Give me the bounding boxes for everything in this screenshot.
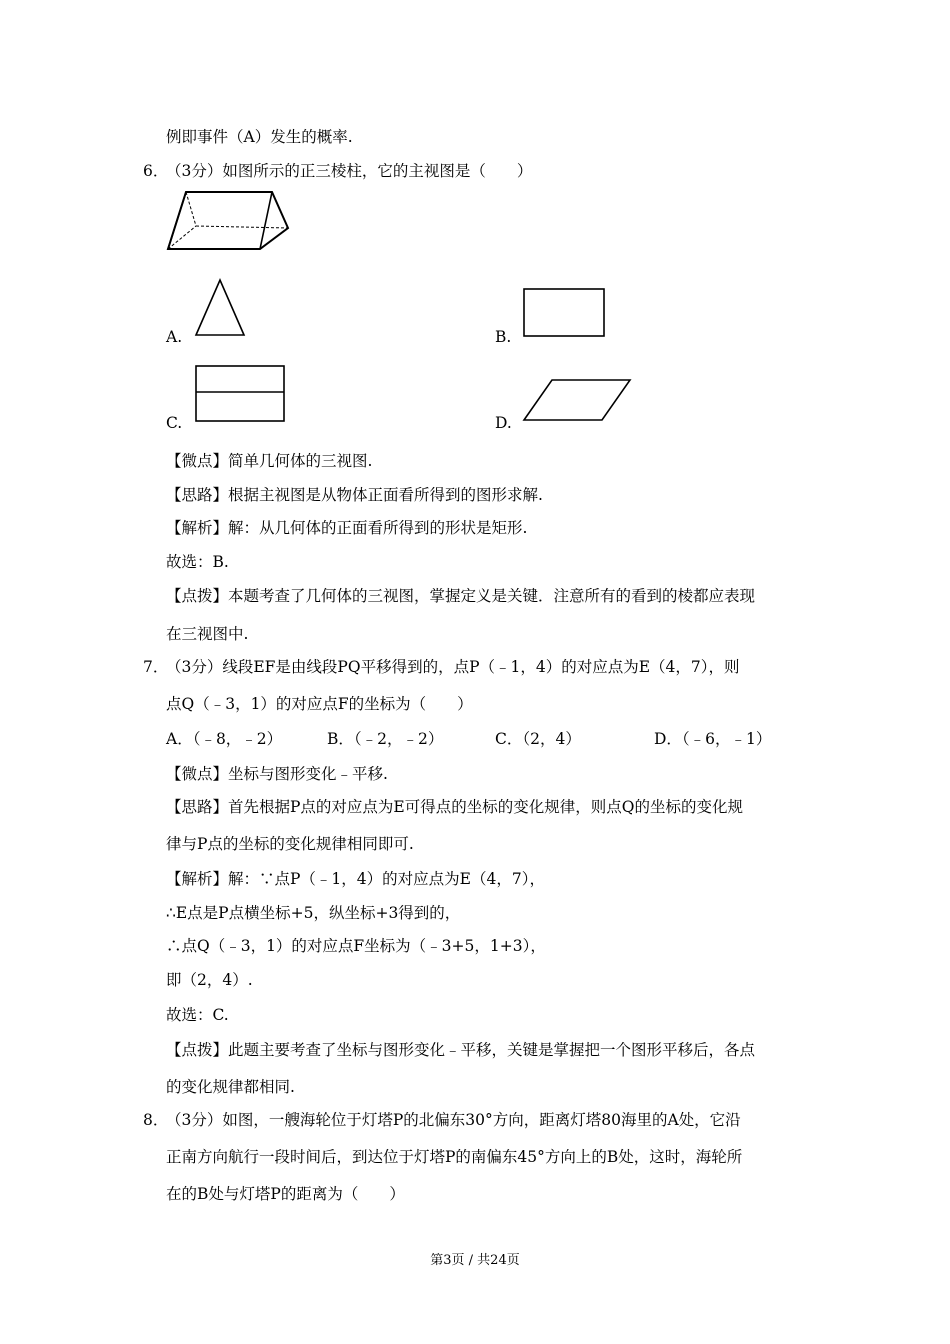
q7-answer: 故选：C. — [166, 1006, 229, 1024]
question-number-6: 6． — [143, 162, 169, 180]
triangular-prism-figure — [160, 186, 295, 256]
q6-dianbo-line2: 在三视图中. — [166, 625, 249, 643]
q6-dianbo-line1: 【点拨】本题考查了几何体的三视图，掌握定义是关键．注意所有的看到的棱都应表现 — [166, 587, 756, 605]
page-footer: 第3页 / 共24页 — [430, 1253, 520, 1268]
q7-option-c: C．（2，4） — [495, 730, 581, 748]
q7-option-a: A．（﹣8，﹣2） — [166, 730, 283, 748]
question-8-stem-line3: 在的B处与灯塔P的距离为（ ） — [166, 1185, 405, 1203]
option-b-rectangle-figure — [520, 286, 608, 340]
option-a-label: A. — [166, 328, 183, 346]
q7-option-b: B．（﹣2，﹣2） — [327, 730, 444, 748]
q6-answer: 故选：B. — [166, 553, 229, 571]
question-7-stem-line1: （3分）线段EF是由线段PQ平移得到的，点P（﹣1，4）的对应点为E（4，7），则 — [166, 658, 740, 676]
question-6-stem: （3分）如图所示的正三棱柱，它的主视图是（ ） — [166, 162, 533, 180]
q7-jiexi-line4: 即（2，4）. — [166, 971, 253, 989]
option-b-label: B. — [495, 328, 512, 346]
previous-answer-tail: 例即事件（A）发生的概率. — [166, 128, 353, 146]
q7-option-d: D．（﹣6，﹣1） — [654, 730, 772, 748]
q7-jiexi-line2: ∴E点是P点横坐标+5，纵坐标+3得到的， — [166, 904, 461, 922]
q7-jiexi-line3: ∴点Q（﹣3，1）的对应点F坐标为（﹣3+5，1+3）， — [166, 937, 546, 955]
option-c-label: C. — [166, 414, 183, 432]
question-8-stem-line2: 正南方向航行一段时间后，到达位于灯塔P的南偏东45°方向上的B处，这时，海轮所 — [166, 1148, 743, 1166]
question-number-8: 8． — [143, 1111, 169, 1129]
q7-silu-line1: 【思路】首先根据P点的对应点为E可得点的坐标的变化规律，则点Q的坐标的变化规 — [166, 798, 743, 816]
option-c-split-rectangle-figure — [192, 363, 288, 425]
option-a-triangle-figure — [192, 276, 248, 338]
question-number-7: 7． — [143, 658, 169, 676]
q6-weidian: 【微点】简单几何体的三视图. — [166, 452, 373, 470]
option-d-label: D. — [495, 414, 512, 432]
q6-silu: 【思路】根据主视图是从物体正面看所得到的图形求解. — [166, 486, 543, 504]
question-8-stem-line1: （3分）如图，一艘海轮位于灯塔P的北偏东30°方向，距离灯塔80海里的A处，它沿 — [166, 1111, 741, 1129]
q7-silu-line2: 律与P点的坐标的变化规律相同即可. — [166, 835, 414, 853]
q7-dianbo-line2: 的变化规律都相同. — [166, 1078, 295, 1096]
q6-jiexi: 【解析】解：从几何体的正面看所得到的形状是矩形. — [166, 519, 528, 537]
q7-weidian: 【微点】坐标与图形变化﹣平移. — [166, 765, 388, 783]
q7-dianbo-line1: 【点拨】此题主要考查了坐标与图形变化﹣平移，关键是掌握把一个图形平移后，各点 — [166, 1041, 756, 1059]
option-d-parallelogram-figure — [520, 376, 634, 424]
question-7-stem-line2: 点Q（﹣3，1）的对应点F的坐标为（ ） — [166, 695, 473, 713]
q7-jiexi-line1: 【解析】解：∵点P（﹣1，4）的对应点为E（4，7）， — [166, 870, 545, 888]
